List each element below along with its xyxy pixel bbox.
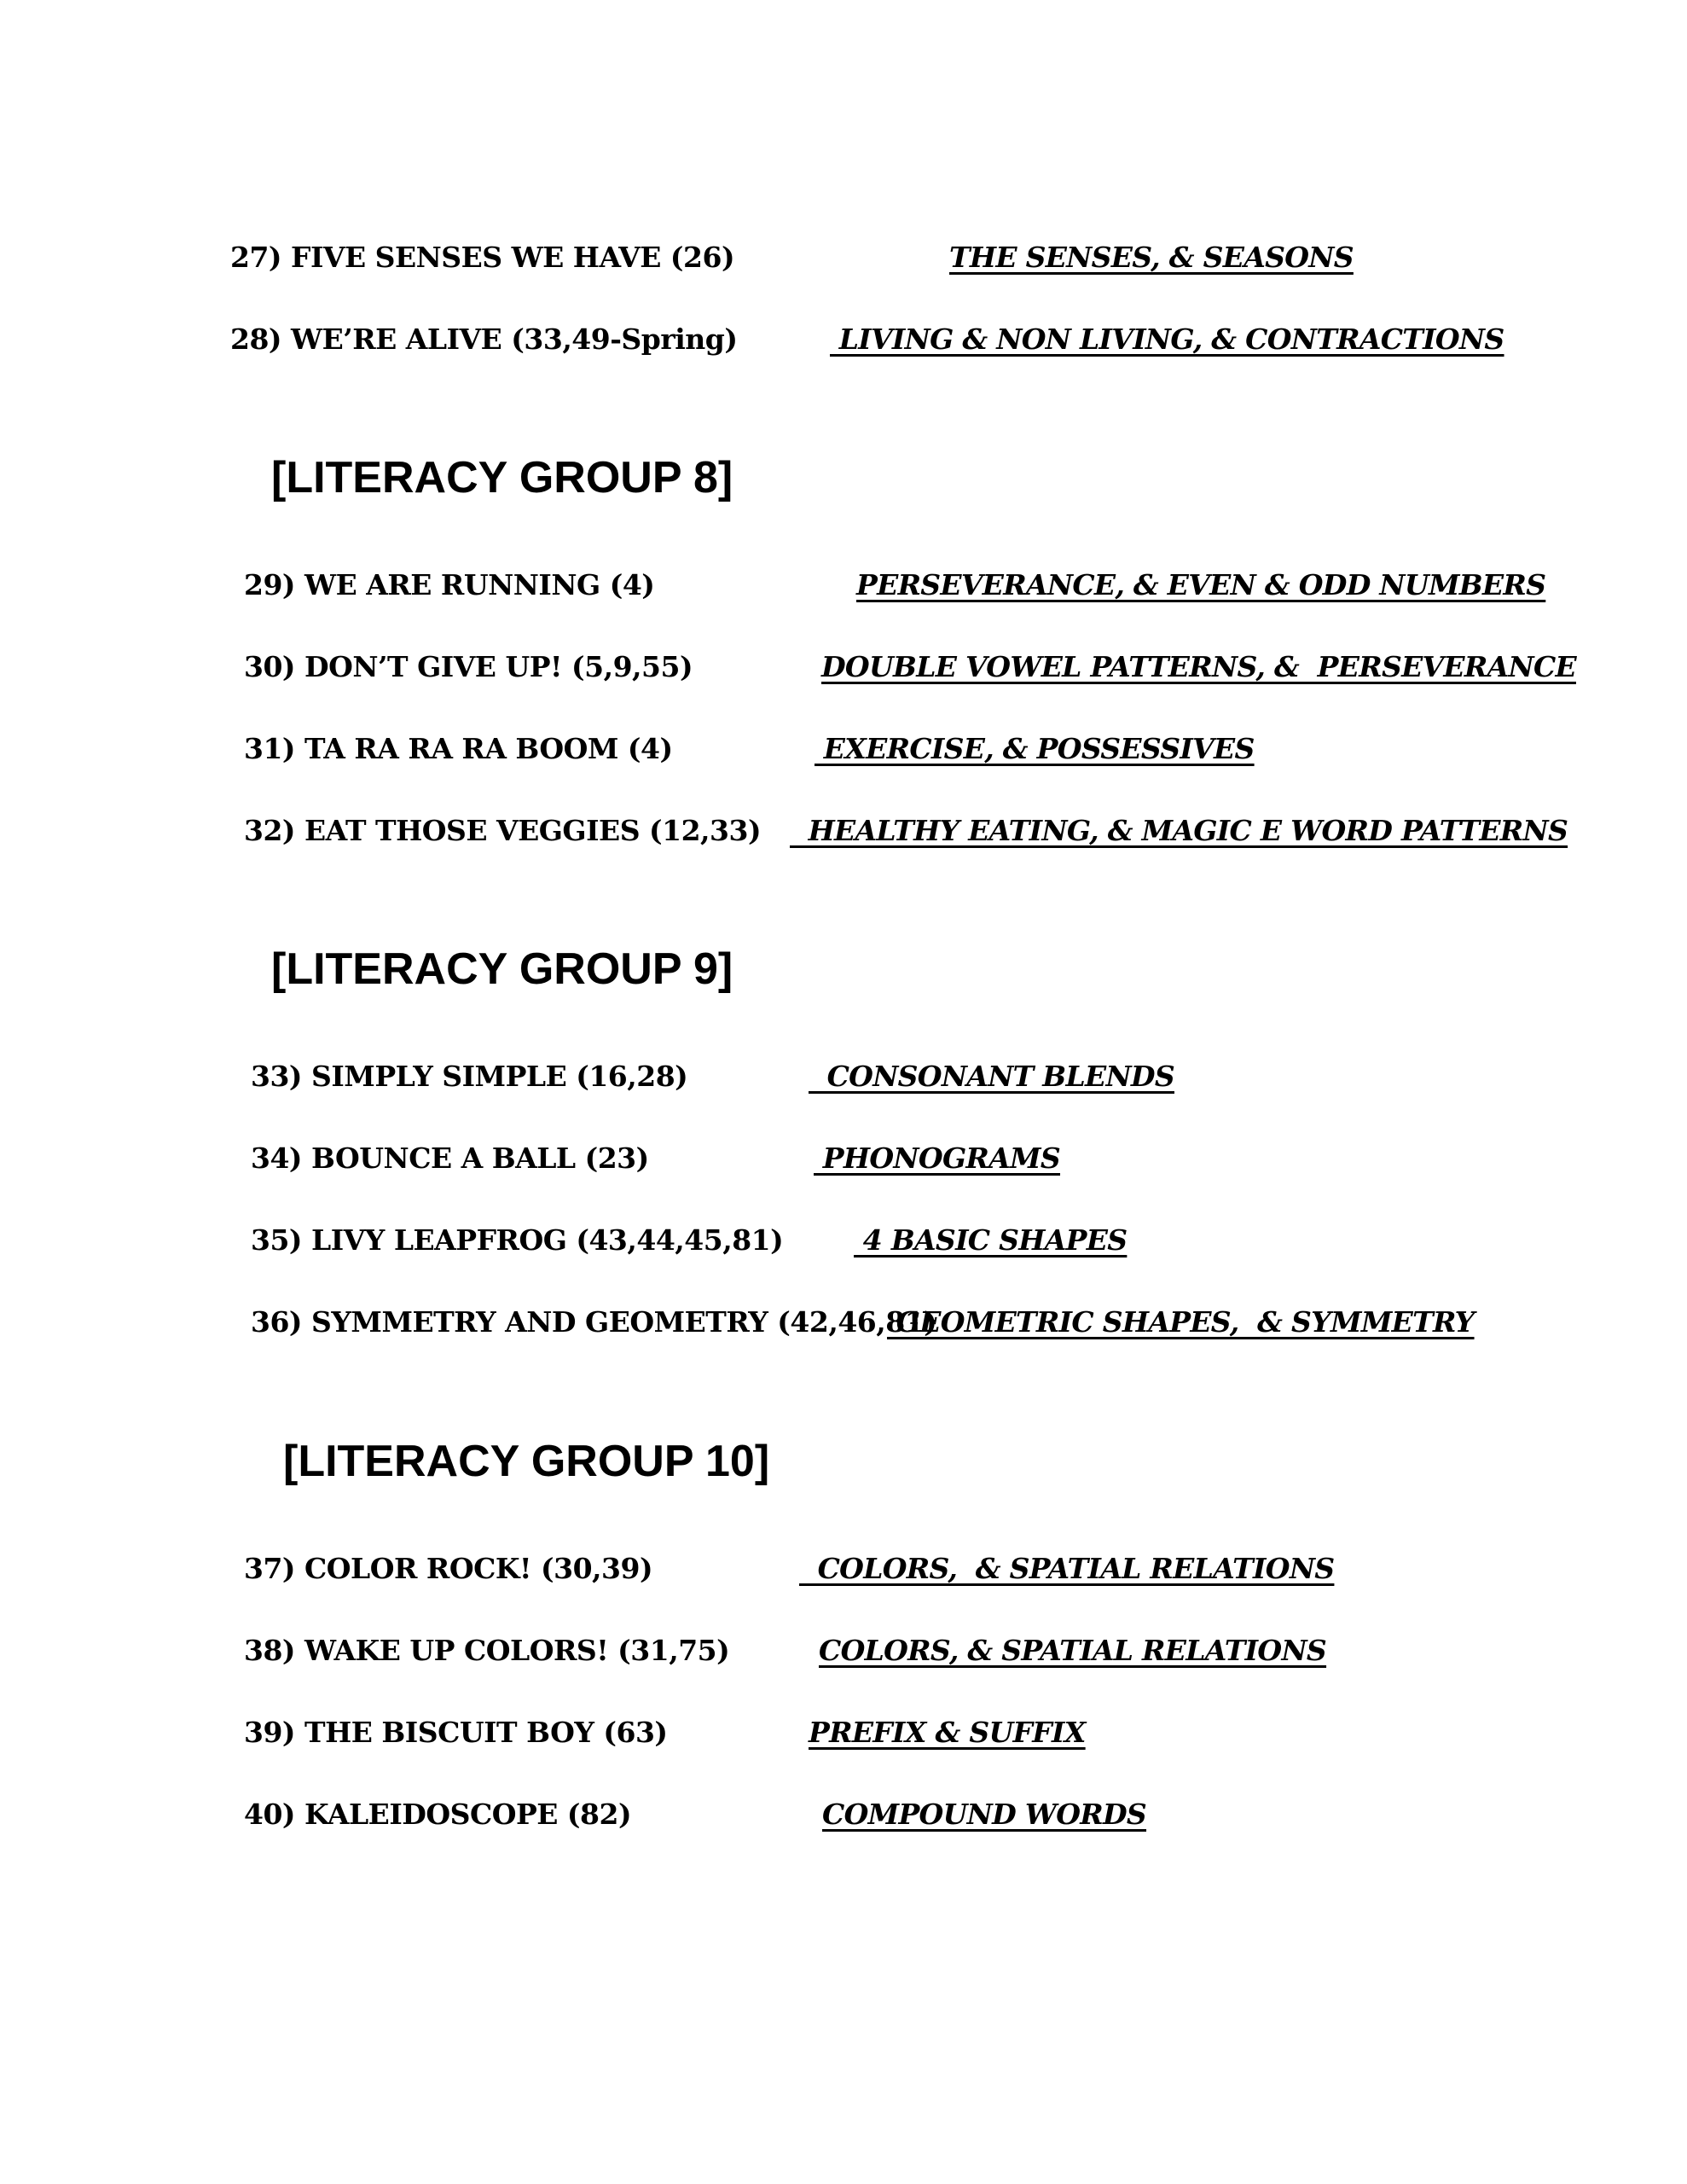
entry-title: 37) COLOR ROCK! (30,39) — [244, 1552, 653, 1585]
entry-topic: DOUBLE VOWEL PATTERNS, & PERSEVERANCE — [821, 650, 1576, 683]
entry-topic: THE SENSES, & SEASONS — [949, 241, 1354, 274]
entry-topic: PERSEVERANCE, & EVEN & ODD NUMBERS — [856, 568, 1546, 601]
entry-title: 33) SIMPLY SIMPLE (16,28) — [251, 1060, 688, 1093]
entry-title: 35) LIVY LEAPFROG (43,44,45,81) — [251, 1223, 784, 1257]
group-heading: [LITERACY GROUP 8] — [271, 453, 733, 502]
entry-title: 31) TA RA RA RA BOOM (4) — [244, 732, 673, 765]
entry-title: 36) SYMMETRY AND GEOMETRY (42,46,81) — [251, 1305, 937, 1339]
entry-title: 39) THE BISCUIT BOY (63) — [244, 1716, 668, 1749]
entry-topic: LIVING & NON LIVING, & CONTRACTIONS — [830, 322, 1504, 356]
group-heading: [LITERACY GROUP 10] — [283, 1437, 770, 1486]
entry-title: 40) KALEIDOSCOPE (82) — [244, 1798, 632, 1831]
entry-topic: PHONOGRAMS — [814, 1141, 1061, 1175]
entry-title: 29) WE ARE RUNNING (4) — [244, 568, 655, 601]
entry-topic: PREFIX & SUFFIX — [809, 1716, 1086, 1749]
entry-topic: CONSONANT BLENDS — [809, 1060, 1174, 1093]
entry-topic: COMPOUND WORDS — [822, 1798, 1147, 1831]
entry-title: 38) WAKE UP COLORS! (31,75) — [244, 1634, 730, 1667]
entry-topic: EXERCISE, & POSSESSIVES — [815, 732, 1255, 765]
entry-title: 28) WE’RE ALIVE (33,49-Spring) — [230, 322, 738, 356]
entry-topic: COLORS, & SPATIAL RELATIONS — [819, 1634, 1327, 1667]
entry-title: 30) DON’T GIVE UP! (5,9,55) — [244, 650, 693, 683]
entry-title: 27) FIVE SENSES WE HAVE (26) — [230, 241, 735, 274]
entry-title: 32) EAT THOSE VEGGIES (12,33) — [244, 814, 762, 847]
entry-title: 34) BOUNCE A BALL (23) — [251, 1141, 649, 1175]
group-heading: [LITERACY GROUP 9] — [271, 944, 733, 994]
entry-topic: HEALTHY EATING, & MAGIC E WORD PATTERNS — [790, 814, 1568, 847]
entry-topic: COLORS, & SPATIAL RELATIONS — [799, 1552, 1335, 1585]
entry-topic: 4 BASIC SHAPES — [854, 1223, 1128, 1257]
entry-topic: GEOMETRIC SHAPES, & SYMMETRY — [887, 1305, 1475, 1339]
